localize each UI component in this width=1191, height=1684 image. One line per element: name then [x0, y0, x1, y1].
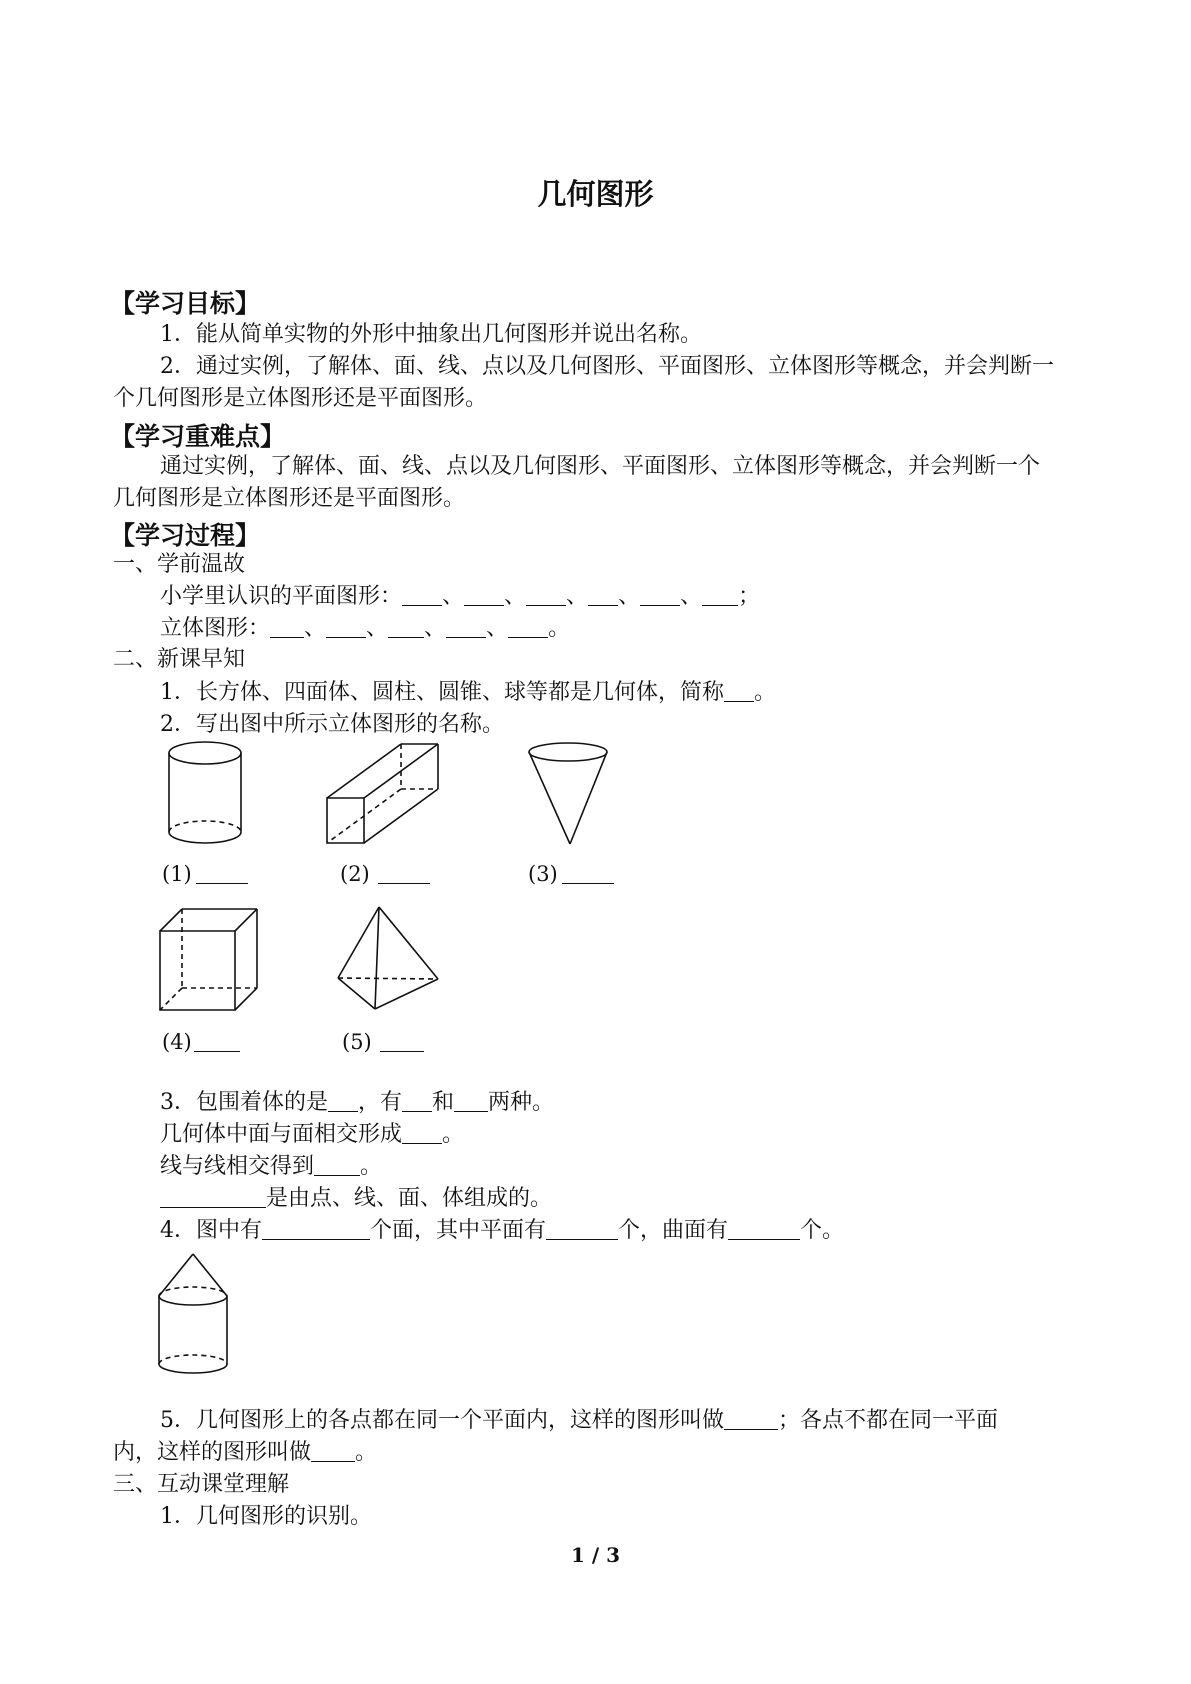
question-5-line-1: [160, 1406, 998, 1436]
question-4-text-c: 个，曲面有: [618, 1218, 729, 1243]
question-3-text-a: 3．包围着体的是: [160, 1090, 328, 1115]
answer-blank[interactable]: [562, 863, 614, 884]
period: 。: [355, 1440, 378, 1465]
cone-cylinder-figure: [155, 1252, 235, 1382]
page-title: 几何图形: [537, 177, 654, 211]
answer-blank[interactable]: [160, 1187, 266, 1208]
question-4-text-a: 4．图中有: [160, 1218, 262, 1243]
cone-figure: [525, 740, 625, 850]
separator: 、: [504, 584, 527, 609]
separator: 、: [486, 616, 509, 641]
figure-2-caption: [340, 862, 430, 886]
section-2-title: 二、新课早知: [113, 647, 246, 672]
answer-blank[interactable]: [314, 1155, 360, 1176]
answer-blank[interactable]: [702, 585, 738, 606]
separator: 、: [424, 616, 447, 641]
period: 。: [360, 1154, 383, 1179]
solid-shapes-label: 立体图形：: [160, 616, 271, 641]
heading-learning-goals: 【学习目标】: [110, 289, 261, 318]
answer-blank[interactable]: [388, 617, 424, 638]
answer-blank[interactable]: [588, 585, 618, 606]
figure-3-caption: [528, 862, 614, 886]
question-5-text-c: 内，这样的图形叫做: [113, 1440, 312, 1465]
answer-blank[interactable]: [454, 1091, 488, 1112]
answer-blank[interactable]: [194, 1031, 240, 1052]
answer-blank[interactable]: [196, 863, 248, 884]
answer-blank[interactable]: [326, 617, 366, 638]
question-3-line-2: [160, 1120, 464, 1150]
cube-figure: [158, 906, 268, 1016]
separator: 、: [304, 616, 327, 641]
answer-blank[interactable]: [464, 585, 504, 606]
answer-blank[interactable]: [446, 617, 486, 638]
question-4-text-b: 个面，其中平面有: [370, 1218, 547, 1243]
cylinder-figure: [165, 740, 255, 850]
figure-1-label: (1): [162, 862, 192, 886]
tetrahedron-figure: [335, 904, 445, 1014]
question-3-text-d: 两种。: [488, 1090, 555, 1115]
goal-2-line-1: 2．通过实例，了解体、面、线、点以及几何图形、平面图形、立体图形等概念，并会判断一: [160, 354, 1055, 379]
section-3-title: 三、互动课堂理解: [113, 1472, 290, 1497]
answer-blank[interactable]: [262, 1219, 370, 1240]
answer-blank[interactable]: [402, 585, 442, 606]
question-3-line-3: [160, 1152, 382, 1182]
answer-blank[interactable]: [546, 1219, 618, 1240]
answer-blank[interactable]: [508, 617, 548, 638]
plane-shapes-line: [160, 582, 760, 612]
question-5-line-2: [113, 1438, 377, 1468]
goal-2-line-2: 个几何图形是立体图形还是平面图形。: [113, 386, 488, 411]
page-number: 1 / 3: [570, 1543, 621, 1567]
separator: 、: [366, 616, 389, 641]
separator: 、: [618, 584, 641, 609]
figure-2-label: (2): [340, 862, 370, 886]
figure-1-caption: [162, 862, 248, 886]
question-3-text-c: 和: [432, 1090, 455, 1115]
answer-blank[interactable]: [328, 1091, 358, 1112]
figure-4-caption: [162, 1030, 240, 1054]
answer-blank[interactable]: [724, 681, 754, 702]
answer-blank[interactable]: [380, 1031, 424, 1052]
question-3-line-2-text: 几何体中面与面相交形成: [160, 1122, 403, 1147]
plane-shapes-label: 小学里认识的平面图形：: [160, 584, 403, 609]
heading-key-points: 【学习重难点】: [110, 422, 286, 451]
answer-blank[interactable]: [724, 1409, 778, 1430]
period: 。: [754, 680, 777, 705]
question-4: [160, 1216, 844, 1246]
separator: 、: [680, 584, 703, 609]
question-1-text: 1．长方体、四面体、圆柱、圆锥、球等都是几何体，简称: [160, 680, 724, 705]
question-2: 2．写出图中所示立体图形的名称。: [160, 712, 504, 737]
question-3-line-4-text: 是由点、线、面、体组成的。: [266, 1186, 553, 1211]
answer-blank[interactable]: [640, 585, 680, 606]
section-1-title: 一、学前温故: [113, 552, 246, 577]
question-3: [160, 1088, 554, 1118]
solid-shapes-line: [160, 614, 570, 644]
question-5-text-b: ；各点不都在同一平面: [778, 1408, 999, 1433]
period: 。: [548, 616, 571, 641]
period: 。: [442, 1122, 465, 1147]
figure-5-label: (5): [342, 1030, 372, 1054]
question-3-line-4: [160, 1184, 552, 1214]
figure-3-label: (3): [528, 862, 558, 886]
cuboid-figure: [322, 740, 462, 850]
separator: 、: [566, 584, 589, 609]
answer-blank[interactable]: [270, 617, 304, 638]
answer-blank[interactable]: [402, 1123, 442, 1144]
key-line-1: 通过实例，了解体、面、线、点以及几何图形、平面图形、立体图形等概念，并会判断一个: [160, 454, 1041, 479]
key-line-2: 几何图形是立体图形还是平面图形。: [113, 486, 466, 511]
question-3-line-3-text: 线与线相交得到: [160, 1154, 315, 1179]
semicolon: ；: [738, 584, 761, 609]
section-3-item-1: 1．几何图形的识别。: [160, 1504, 372, 1529]
question-3-text-b: ，有: [358, 1090, 403, 1115]
figure-4-label: (4): [162, 1030, 192, 1054]
figure-5-caption: [342, 1030, 424, 1054]
answer-blank[interactable]: [311, 1441, 355, 1462]
answer-blank[interactable]: [402, 1091, 432, 1112]
separator: 、: [442, 584, 465, 609]
answer-blank[interactable]: [378, 863, 430, 884]
question-5-text-a: 5．几何图形上的各点都在同一个平面内，这样的图形叫做: [160, 1408, 724, 1433]
answer-blank[interactable]: [728, 1219, 800, 1240]
question-1: [160, 678, 776, 708]
answer-blank[interactable]: [526, 585, 566, 606]
heading-learning-process: 【学习过程】: [110, 521, 261, 550]
question-4-text-d: 个。: [800, 1218, 845, 1243]
goal-1: 1．能从简单实物的外形中抽象出几何图形并说出名称。: [160, 322, 702, 347]
